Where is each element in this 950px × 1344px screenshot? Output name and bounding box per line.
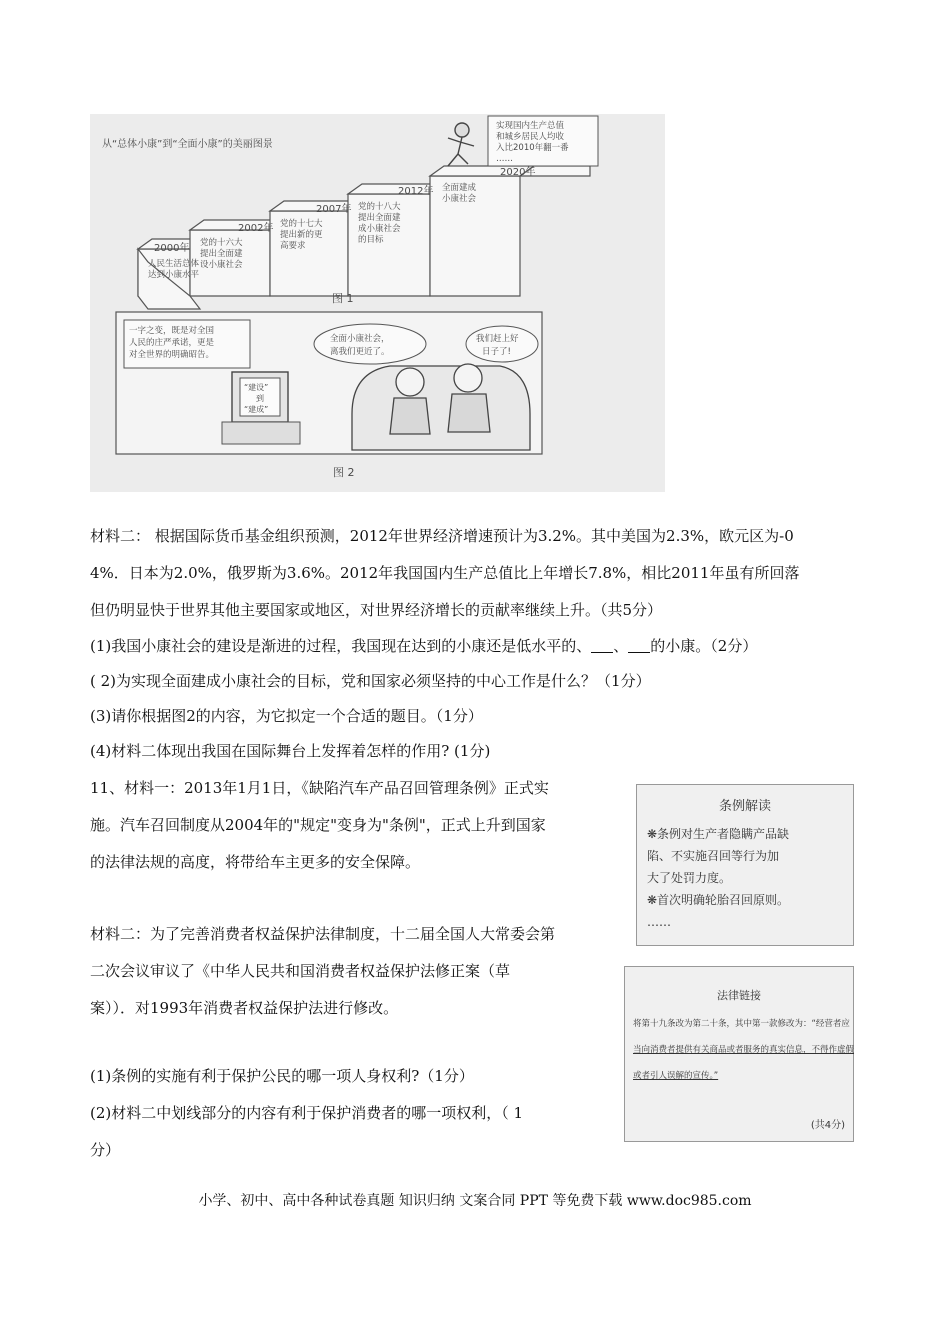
svg-text:人民生活总体: 人民生活总体 bbox=[148, 259, 200, 269]
regulation-box-line: ❋条例对生产者隐瞒产品缺 bbox=[647, 827, 790, 841]
svg-text:成小康社会: 成小康社会 bbox=[358, 224, 401, 234]
svg-text:高要求: 高要求 bbox=[280, 241, 306, 251]
svg-text:提出全面建: 提出全面建 bbox=[200, 249, 243, 259]
tv-screen-text: “建设” bbox=[244, 383, 269, 392]
answer-blank[interactable] bbox=[628, 638, 650, 653]
question-11-material-1-line: 的法律法规的高度，将带给车主更多的安全保障。 bbox=[90, 853, 421, 871]
material-2-line: 材料二： 根据国际货币基金组织预测，2012年世界经济增速预计为3.2%。其中美国为2.3%，欧元区为-0 bbox=[90, 527, 794, 545]
question-11-material-1-line: 施。汽车召回制度从2004年的"规定"变身为"条例"，正式上升到国家 bbox=[90, 816, 546, 834]
question-10-3: (3)请你根据图2的内容，为它拟定一个合适的题目。（1分） bbox=[90, 707, 483, 725]
couple-bubble-2-line: 我们赶上好 bbox=[476, 334, 519, 344]
question-11-1: (1)条例的实施有利于保护公民的哪一项人身权利?（1分） bbox=[90, 1067, 474, 1085]
svg-text:提出新的更: 提出新的更 bbox=[280, 230, 323, 240]
material-2-line: 但仍明显快于世界其他主要国家或地区，对世界经济增长的贡献率继续上升。（共5分） bbox=[90, 601, 663, 619]
tv-bubble-line: 人民的庄严承诺，更是 bbox=[129, 338, 215, 348]
answer-blank[interactable] bbox=[591, 638, 613, 653]
question-10-1: (1)我国小康社会的建设是渐进的过程，我国现在达到的小康还是低水平的、 、 的小康。（2分） bbox=[90, 637, 758, 655]
caption-figure-2: 图 2 bbox=[333, 466, 355, 479]
couple-bubble-1 bbox=[314, 324, 426, 364]
couple-on-sofa-illustration bbox=[352, 364, 530, 450]
question-11-2-continued: 分） bbox=[90, 1141, 121, 1159]
svg-text:2020年: 2020年 bbox=[500, 167, 536, 178]
legal-box-score: (共4分) bbox=[810, 1120, 845, 1131]
svg-text:2000年: 2000年 bbox=[154, 243, 190, 254]
legal-box-line: 将第十九条改为第二十条，其中第一款修改为：“经营者应 bbox=[633, 1019, 850, 1029]
svg-text:党的十六大: 党的十六大 bbox=[200, 238, 243, 248]
legal-box-body bbox=[633, 1011, 854, 1089]
legal-box-line: 当向消费者提供有关商品或者服务的真实信息，不得作虚假 bbox=[633, 1045, 855, 1055]
svg-text:设小康社会: 设小康社会 bbox=[200, 260, 243, 270]
svg-text:小康社会: 小康社会 bbox=[442, 194, 477, 204]
svg-text:党的十八大: 党的十八大 bbox=[358, 202, 401, 212]
regulation-box-body bbox=[647, 823, 789, 933]
question-10-2: ( 2)为实现全面建成小康社会的目标，党和国家必须坚持的中心工作是什么？（1分） bbox=[90, 672, 651, 690]
question-11-material-2-line: 材料二：为了完善消费者权益保护法律制度，十二届全国人大常委会第 bbox=[90, 925, 556, 943]
couple-bubble-1-line: 全面小康社会， bbox=[330, 334, 390, 344]
regulation-interpretation-box bbox=[636, 784, 854, 946]
svg-text:2007年: 2007年 bbox=[316, 204, 352, 215]
question-10-4: (4)材料二体现出我国在国际舞台上发挥着怎样的作用? (1分) bbox=[90, 742, 491, 760]
tv-screen-text: 到 bbox=[256, 394, 264, 403]
caption-figure-1: 图 1 bbox=[332, 292, 354, 305]
svg-text:入比2010年翻一番: 入比2010年翻一番 bbox=[496, 143, 569, 153]
svg-text:提出全面建: 提出全面建 bbox=[358, 213, 401, 223]
page-footer: 小学、初中、高中各种试卷真题 知识归纳 文案合同 PPT 等免费下载 www.doc985.com bbox=[198, 1193, 752, 1209]
regulation-box-title: 条例解读 bbox=[718, 799, 771, 814]
regulation-box-line: 陷、不实施召回等行为加 bbox=[647, 849, 780, 863]
legal-link-box bbox=[624, 966, 854, 1142]
svg-text:和城乡居民人均收: 和城乡居民人均收 bbox=[496, 132, 565, 142]
svg-text:达到小康水平: 达到小康水平 bbox=[148, 270, 200, 280]
couple-bubble-1-line: 离我们更近了。 bbox=[330, 347, 390, 357]
tv-screen-text: “建成” bbox=[244, 405, 269, 414]
legal-box-line: 或者引人误解的宣传。” bbox=[633, 1071, 719, 1081]
svg-text:……: …… bbox=[496, 154, 513, 164]
question-11-2: (2)材料二中划线部分的内容有利于保护消费者的哪一项权利，（ 1 bbox=[90, 1104, 524, 1122]
scanned-figure bbox=[90, 114, 665, 492]
figure-banner: 从“总体小康”到“全面小康”的美丽图景 bbox=[102, 139, 273, 150]
tv-bubble-line: 一字之变，既是对全国 bbox=[129, 326, 215, 336]
svg-text:实现国内生产总值: 实现国内生产总值 bbox=[496, 121, 565, 131]
question-11-material-2-line: 二次会议审议了《中华人民共和国消费者权益保护法修正案（草 bbox=[90, 962, 511, 980]
regulation-box-line: ❋首次明确轮胎召回原则。 bbox=[647, 893, 790, 907]
question-11-material-2-line: 案））．对1993年消费者权益保护法进行修改。 bbox=[90, 999, 399, 1017]
svg-text:党的十七大: 党的十七大 bbox=[280, 219, 323, 229]
svg-text:2002年: 2002年 bbox=[238, 223, 274, 234]
svg-text:2012年: 2012年 bbox=[398, 186, 434, 197]
svg-text:全面建成: 全面建成 bbox=[442, 183, 477, 193]
tv-bubble-line: 对全世界的明确昭告。 bbox=[129, 350, 215, 360]
regulation-box-line: …… bbox=[647, 915, 671, 929]
figure-image bbox=[90, 114, 665, 492]
regulation-box-line: 大了处罚力度。 bbox=[647, 871, 732, 885]
svg-text:的目标: 的目标 bbox=[358, 235, 384, 245]
couple-bubble-2-line: 日子了! bbox=[482, 347, 511, 357]
material-2-line: 4%．日本为2.0%，俄罗斯为3.6%。2012年我国国内生产总值比上年增长7.8%，相比2011年虽有所回落 bbox=[90, 564, 800, 582]
question-11-material-1-line: 11、材料一：2013年1月1日，《缺陷汽车产品召回管理条例》正式实 bbox=[90, 779, 549, 797]
legal-box-title: 法律链接 bbox=[717, 989, 761, 1002]
